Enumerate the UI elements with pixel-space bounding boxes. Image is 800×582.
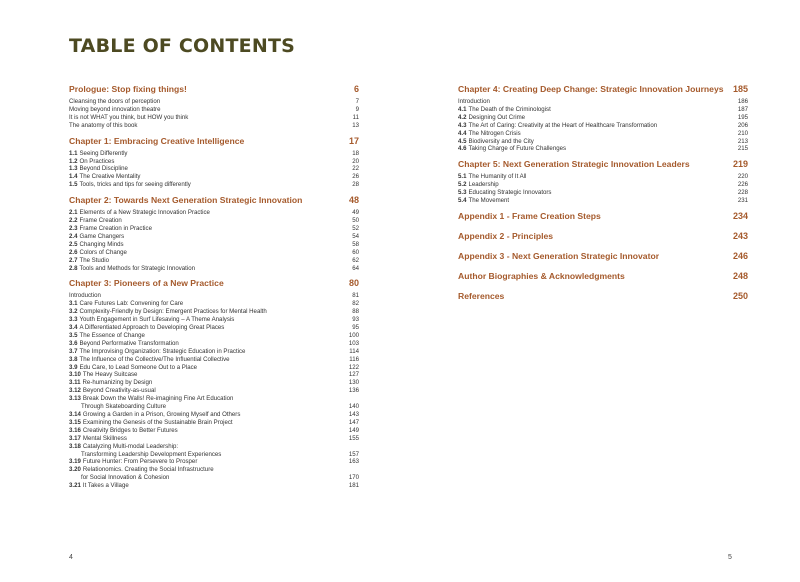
toc-entry[interactable] (69, 181, 359, 189)
entry-page: 18 (352, 149, 359, 157)
entry-number: 2.5 (69, 240, 78, 248)
entry-title: Game Changers (79, 232, 125, 240)
entry-page: 11 (352, 113, 359, 121)
entry-page: 58 (352, 240, 359, 248)
entry-text-group (69, 316, 242, 324)
entry-page: 20 (352, 157, 359, 165)
section-page: 250 (732, 290, 748, 301)
entry-number: 3.16 (69, 426, 81, 434)
entry-text-group (69, 419, 241, 427)
entry-page: 220 (737, 173, 748, 181)
entry-page: 231 (737, 197, 748, 205)
entry-number: 2.6 (69, 248, 78, 256)
toc-entry[interactable] (69, 300, 359, 308)
entry-title: The Creative Mentality (79, 173, 141, 181)
toc-entry[interactable] (69, 364, 359, 372)
section-title: Appendix 1 - Frame Creation Steps (458, 210, 601, 221)
entry-page: 13 (352, 121, 359, 129)
entry-number: 2.8 (69, 264, 78, 272)
entry-page: 143 (348, 411, 359, 418)
entry-text-group (69, 181, 199, 189)
entry-page: 26 (352, 173, 359, 181)
entry-text-group (458, 145, 574, 153)
entry-text-group (69, 173, 148, 181)
entry-text-group (69, 165, 136, 173)
entry-title: The Movement (468, 197, 510, 205)
entry-number: 2.2 (69, 217, 78, 225)
entry-page: 187 (737, 105, 748, 113)
entry-title: It Takes a Village (82, 482, 129, 490)
entry-text-group (458, 138, 542, 146)
toc-entry[interactable] (69, 466, 359, 482)
toc-entry[interactable] (69, 165, 359, 173)
entry-title-continued: for Social Innovation & Cohesion (81, 474, 170, 482)
entry-title: Break Down the Walls! Re-imagining Fine Art Education (82, 395, 234, 403)
entry-text-group (69, 158, 122, 166)
section-title: Appendix 2 - Principles (458, 230, 554, 241)
entry-title: The Studio (79, 256, 109, 264)
entry-title: Examining the Genesis of the Sustainable Brain Project (82, 418, 233, 426)
entry-page: 181 (348, 482, 359, 490)
entry-text-group (69, 265, 203, 273)
entry-number: 2.4 (69, 232, 78, 240)
toc-entry[interactable] (69, 371, 359, 379)
entry-text-group (458, 98, 498, 106)
entry-page: 54 (352, 232, 359, 240)
entry-text-group (458, 173, 534, 181)
entry-page: 122 (348, 363, 359, 371)
entry-text-group (69, 356, 238, 364)
entry-page: 52 (352, 224, 359, 232)
entry-number: 5.3 (458, 189, 467, 197)
entry-title: Colors of Change (79, 248, 127, 256)
entry-number: 1.1 (69, 149, 78, 157)
entry-number: 4.4 (458, 129, 467, 137)
entry-number: 2.1 (69, 209, 78, 217)
toc-entry[interactable] (69, 395, 359, 411)
section-title: Appendix 3 - Next Generation Strategic Innovator (458, 250, 660, 261)
entry-number: 4.1 (458, 105, 467, 113)
entry-text-group (69, 411, 248, 419)
section-page: 243 (732, 230, 748, 241)
entry-title: Leadership (468, 181, 499, 189)
toc-entry[interactable] (69, 265, 359, 273)
section-heading[interactable] (458, 211, 748, 222)
entry-text-group (69, 332, 153, 340)
entry-page: 22 (352, 165, 359, 173)
entry-text-group (458, 189, 559, 197)
section-page: 246 (732, 250, 748, 261)
toc-entry[interactable] (458, 189, 748, 197)
entry-number: 3.15 (69, 418, 81, 426)
toc-entry[interactable] (458, 197, 748, 205)
entry-number: 4.2 (458, 113, 467, 121)
entry-title: Educating Strategic Innovators (468, 189, 552, 197)
entry-title-continued: Transforming Leadership Development Experiences (81, 450, 222, 458)
entry-text-group (69, 395, 241, 411)
entry-text-group (69, 106, 168, 114)
entry-page: 95 (352, 324, 359, 332)
entry-title: Beyond Performative Transformation (79, 339, 179, 347)
entry-text-group (69, 217, 130, 225)
entry-text-group (458, 106, 559, 114)
entry-number: 3.1 (69, 300, 78, 308)
entry-text-group (69, 435, 135, 443)
entry-title: The anatomy of this book (69, 121, 138, 129)
entry-number: 3.9 (69, 363, 78, 371)
entry-number: 1.2 (69, 157, 78, 165)
entry-text-group (69, 225, 160, 233)
entry-number: 3.3 (69, 316, 78, 324)
toc-entry[interactable] (458, 114, 748, 122)
section-entries (69, 150, 359, 190)
entry-page: 81 (352, 292, 359, 300)
entry-title: Growing a Garden in a Prison, Growing Myself and Others (82, 411, 241, 418)
entry-title: A Differentiated Approach to Developing Great Places (79, 324, 225, 332)
toc-entry[interactable] (69, 316, 359, 324)
entry-title: Tools and Methods for Strategic Innovation (79, 264, 195, 272)
entry-text-group (69, 233, 132, 241)
toc-entry[interactable] (69, 209, 359, 217)
toc-entry[interactable] (458, 138, 748, 146)
entry-page: 9 (355, 105, 359, 113)
section-page: 185 (732, 84, 748, 94)
entry-number: 2.3 (69, 224, 78, 232)
entry-text-group (69, 308, 275, 316)
toc-entry[interactable] (458, 98, 748, 106)
entry-page: 226 (737, 181, 748, 189)
entry-page: 195 (737, 113, 748, 121)
entry-number: 4.6 (458, 145, 467, 153)
toc-entry[interactable] (69, 158, 359, 166)
entry-page: 114 (349, 347, 359, 355)
entry-number: 3.7 (69, 347, 78, 355)
toc-entry[interactable] (458, 130, 748, 138)
entry-title: Tools, tricks and tips for seeing differently (79, 181, 191, 189)
entry-page: 228 (737, 189, 748, 197)
section-page: 6 (353, 84, 359, 94)
entry-text-group (458, 122, 665, 130)
entry-number: 3.12 (69, 387, 81, 395)
entry-page: 60 (352, 248, 359, 256)
toc-entry[interactable] (69, 387, 359, 395)
entry-text-group (69, 458, 205, 466)
entry-text-group (69, 379, 160, 387)
entry-text-group (69, 348, 253, 356)
entry-number: 4.5 (458, 137, 467, 145)
toc-entry[interactable] (458, 106, 748, 114)
toc-entry[interactable] (69, 106, 359, 114)
toc-entry[interactable] (69, 379, 359, 387)
entry-title: Biodiversity and the City (468, 137, 534, 145)
entry-number: 1.4 (69, 173, 78, 181)
entry-title: The Death of the Criminologist (468, 105, 551, 113)
entry-title-continued: Through Skateboarding Culture (81, 403, 167, 411)
toc-entry[interactable] (69, 98, 359, 106)
entry-text-group (69, 482, 137, 490)
entry-page: 62 (352, 256, 359, 264)
toc-entry[interactable] (69, 356, 359, 364)
entry-page: 82 (352, 300, 359, 308)
section-heading[interactable] (458, 84, 748, 95)
entry-number: 3.6 (69, 339, 78, 347)
entry-page: 49 (352, 209, 359, 217)
toc-entry[interactable] (69, 257, 359, 265)
section-heading[interactable] (458, 251, 748, 262)
entry-text-group (69, 209, 218, 217)
entry-title: The Improvising Organization: Strategic Education in Practice (79, 347, 246, 355)
entry-text-group (69, 257, 117, 265)
toc-entry[interactable] (69, 419, 359, 427)
entry-title: On Practices (79, 157, 115, 165)
entry-text-group (69, 114, 196, 122)
entry-page: 215 (737, 145, 748, 153)
entry-number: 3.18 (69, 442, 81, 450)
entry-title: Relationomics. Creating the Social Infrastructure (82, 466, 214, 474)
entry-number: 3.5 (69, 331, 78, 339)
section-entries (458, 98, 748, 153)
entry-number: 3.2 (69, 308, 78, 316)
entry-title: Mental Skillness (82, 434, 127, 442)
section-heading[interactable] (458, 159, 748, 170)
section-title: Author Biographies & Acknowledgments (458, 270, 625, 281)
entry-text-group (458, 114, 533, 122)
toc-entry[interactable] (458, 122, 748, 130)
entry-page: 127 (348, 371, 359, 379)
section-entries (69, 209, 359, 272)
toc-entry[interactable] (69, 435, 359, 443)
entry-title: Elements of a New Strategic Innovation Practice (79, 209, 210, 217)
entry-title: It is not WHAT you think, but HOW you think (69, 113, 189, 121)
toc-entry[interactable] (69, 324, 359, 332)
entry-number: 3.21 (69, 482, 81, 490)
entry-number: 3.14 (69, 411, 81, 418)
toc-entry[interactable] (69, 308, 359, 316)
entry-title: Edu Care, to Lead Someone Out to a Place (79, 363, 198, 371)
entry-title: Frame Creation (79, 217, 122, 225)
entry-title: Moving beyond innovation theatre (69, 105, 161, 113)
toc-entry[interactable] (69, 241, 359, 249)
toc-right-column (458, 84, 748, 311)
toc-entry[interactable] (69, 340, 359, 348)
section-page: 48 (348, 195, 359, 206)
entry-title: Beyond Discipline (79, 165, 128, 173)
entry-title: The Essence of Change (79, 331, 145, 339)
section-title: Chapter 1: Embracing Creative Intelligence (69, 135, 245, 146)
entry-title: Youth Engagement in Surf Lifesaving – A Theme Analysis (79, 316, 235, 324)
toc-entry[interactable] (69, 122, 359, 130)
entry-title: Introduction (69, 292, 101, 300)
section-heading[interactable] (458, 271, 748, 282)
entry-text-group (69, 249, 135, 257)
entry-title: The Nitrogen Crisis (468, 129, 521, 137)
entry-number: 5.1 (458, 173, 467, 181)
entry-page: 155 (348, 434, 359, 442)
toc-entry[interactable] (458, 145, 748, 153)
entry-number: 3.10 (69, 371, 81, 379)
entry-text-group (69, 466, 222, 482)
entry-number: 2.7 (69, 256, 78, 264)
entry-page: 147 (348, 418, 359, 426)
entry-title: Seeing Differently (79, 149, 128, 157)
toc-entry[interactable] (69, 482, 359, 490)
section-page: 248 (732, 270, 748, 281)
toc-entry[interactable] (69, 458, 359, 466)
toc-entry[interactable] (458, 173, 748, 181)
entry-number: 3.17 (69, 434, 81, 442)
toc-entry[interactable] (69, 292, 359, 300)
entry-page: 210 (737, 129, 748, 137)
entry-number: 1.3 (69, 165, 78, 173)
toc-entry[interactable] (69, 427, 359, 435)
entry-page: 116 (349, 355, 359, 363)
entry-page: 149 (348, 426, 359, 434)
toc-entry[interactable] (69, 173, 359, 181)
entry-page: 100 (348, 331, 359, 339)
section-heading[interactable] (69, 278, 359, 289)
entry-title: The Influence of the Collective/The Influential Collective (79, 355, 230, 363)
section-heading[interactable] (458, 291, 748, 302)
section-page: 80 (348, 278, 359, 289)
toc-entry[interactable] (69, 150, 359, 158)
entry-title: Taking Charge of Future Challenges (468, 145, 567, 153)
toc-entry[interactable] (69, 332, 359, 340)
section-page: 234 (732, 210, 748, 221)
section-heading[interactable] (69, 84, 359, 95)
entry-page: 7 (355, 98, 359, 105)
section-entries (69, 98, 359, 130)
entry-title: Designing Out Crime (468, 113, 526, 121)
entry-text-group (69, 98, 168, 106)
entry-text-group (69, 300, 191, 308)
entry-page: 136 (348, 387, 359, 395)
entry-page: 186 (737, 98, 748, 105)
entry-text-group (69, 292, 109, 300)
entry-number: 5.4 (458, 197, 467, 205)
entry-title: Frame Creation in Practice (79, 224, 152, 232)
entry-title: Beyond Creativity-as-usual (82, 387, 156, 395)
entry-title: The Humanity of It All (468, 173, 527, 181)
section-title: Chapter 2: Towards Next Generation Strategic Innovation (69, 195, 303, 206)
section-heading[interactable] (69, 136, 359, 147)
entry-title: Creativity Bridges to Better Futures (82, 426, 178, 434)
entry-page: 157 (348, 450, 359, 458)
section-entries (69, 292, 359, 490)
section-heading[interactable] (458, 231, 748, 242)
entry-text-group (69, 364, 205, 372)
entry-page: 64 (352, 264, 359, 272)
entry-number: 5.2 (458, 181, 467, 189)
section-heading[interactable] (69, 195, 359, 206)
entry-number: 3.19 (69, 458, 81, 466)
entry-title: Catalyzing Multi-modal Leadership: (82, 442, 179, 450)
entry-page: 50 (352, 217, 359, 225)
toc-entry[interactable] (69, 217, 359, 225)
entry-text-group (69, 443, 229, 459)
entry-text-group (69, 324, 232, 332)
toc-entry[interactable] (69, 443, 359, 459)
entry-number: 3.8 (69, 355, 78, 363)
entry-title: The Art of Caring: Creativity at the Heart of Healthcare Transformation (468, 121, 658, 129)
toc-entry[interactable] (69, 249, 359, 257)
entry-number: 3.20 (69, 466, 81, 474)
entry-title: Re-humanizing by Design (82, 379, 153, 387)
section-title: Chapter 4: Creating Deep Change: Strategic Innovation Journeys (458, 84, 724, 94)
entry-page: 213 (737, 137, 748, 145)
entry-number: 3.13 (69, 395, 81, 403)
toc-left-column (69, 84, 359, 496)
entry-text-group (458, 181, 507, 189)
entry-title: Introduction (458, 98, 490, 105)
entry-number: 3.4 (69, 324, 78, 332)
entry-text-group (69, 387, 164, 395)
entry-title: Future Hunter: From Persevere to Prosper (82, 458, 198, 466)
toc-entry[interactable] (69, 411, 359, 419)
entry-text-group (69, 427, 186, 435)
section-page: 219 (732, 159, 748, 170)
entry-text-group (69, 122, 145, 130)
entry-number: 3.11 (69, 379, 81, 387)
entry-page: 93 (352, 316, 359, 324)
section-title: Chapter 5: Next Generation Strategic Innovation Leaders (458, 159, 690, 170)
section-entries (458, 173, 748, 205)
entry-text-group (69, 241, 132, 249)
entry-page: 140 (348, 403, 359, 411)
entry-page: 103 (348, 339, 359, 347)
entry-text-group (458, 197, 517, 205)
page-title: TABLE OF CONTENTS (69, 35, 296, 57)
entry-text-group (69, 150, 135, 158)
entry-text-group (458, 130, 529, 138)
page-number-right: 5 (728, 554, 732, 561)
toc-entry[interactable] (458, 181, 748, 189)
entry-page: 170 (348, 474, 359, 482)
entry-number: 1.5 (69, 181, 78, 189)
entry-page: 206 (737, 121, 748, 129)
entry-text-group (69, 340, 187, 348)
section-title: Prologue: Stop fixing things! (69, 84, 187, 94)
section-title: References (458, 290, 505, 301)
entry-title: Care Futures Lab: Convening for Care (79, 300, 184, 308)
toc-entry[interactable] (69, 233, 359, 241)
section-title: Chapter 3: Pioneers of a New Practice (69, 278, 224, 289)
entry-title: Cleansing the doors of perception (69, 98, 161, 105)
page-number-left: 4 (69, 554, 73, 561)
entry-number: 4.3 (458, 121, 467, 129)
entry-page: 130 (348, 379, 359, 387)
toc-entry[interactable] (69, 114, 359, 122)
entry-page: 28 (352, 181, 359, 189)
toc-entry[interactable] (69, 348, 359, 356)
toc-entry[interactable] (69, 225, 359, 233)
entry-title: The Heavy Suitcase (82, 371, 138, 379)
entry-text-group (69, 371, 145, 379)
entry-page: 163 (348, 458, 359, 466)
section-page: 17 (348, 135, 359, 146)
entry-title: Changing Minds (79, 240, 124, 248)
entry-page: 88 (352, 308, 359, 316)
entry-title: Complexity-Friendly by Design: Emergent Practices for Mental Health (79, 308, 267, 316)
